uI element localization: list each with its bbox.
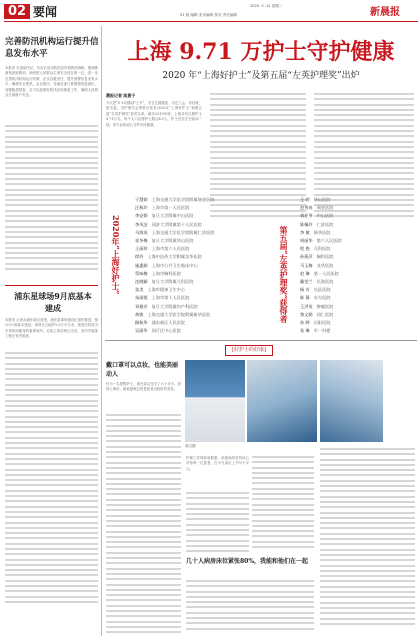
award-entry-dept: 同济大学附属第十人民医院 [151,221,202,227]
story2-title: 几十人病房床位紧张80%，我能和他们在一起 [186,558,309,565]
award-entry-name: 朱丽霞 [135,295,148,301]
award-entry [300,262,410,270]
award-entry-name: 黄敏 [135,311,144,317]
award-entry-name: 施惠娟 [135,262,148,268]
nurse-photo-3 [320,360,383,442]
award-entry-name: 徐玲 [135,254,144,260]
award-entry [135,221,255,229]
award-entry-dept: 市一妇婴 [313,328,331,334]
award-entry [135,294,255,302]
nurse-photo-2 [247,360,317,442]
award-entry-dept: 岳阳医院 [313,320,331,326]
award-entry-name: 李安娟 [135,213,148,219]
award-entry [300,286,410,294]
left-column-rule [101,26,102,636]
award-entry-name: 于慧娟 [135,197,148,202]
award-entry [300,245,410,253]
award-entry [300,212,410,220]
award-entry-name: 陈佩玲 [300,221,313,227]
award-entry-dept: 上海市胸科医院 [151,270,181,276]
main-headline: 上海 9.71 万护士守护健康 [127,39,395,65]
award-entry [135,196,255,204]
award-entry [300,303,410,311]
award-entry-name: 吴丽华 [135,328,148,334]
award-entry-name: 马玉梅 [300,262,313,268]
award-entry-dept: 龙华医院 [316,262,334,268]
left-divider [5,285,98,286]
award-entry-name: 周丽华 [300,238,313,244]
award-entry [135,253,255,261]
award-entry [300,327,410,335]
award-entry [300,270,410,278]
award-entry [135,262,255,270]
award-entry-dept: 复旦大学附属中山医院 [151,213,194,219]
award-entry-name: 孙 晔 [300,320,310,326]
award-entry-name: 陈 静 [300,295,310,301]
award-entry-name: 戴雯兰 [300,279,313,285]
story1-body: 作为一名援鄂护士，她在武汉坚守了六十多天。回到上海后，她说最难忘的是患者出院时的笑容。 [106,382,181,392]
award-entry [300,221,410,229]
award-entry-name: 赵秀英 [300,205,313,211]
award-entry [135,311,255,319]
main-intro: 今天是“5·12国际护士节”，市卫生健康委、市总工会、市妇联、团市委、市护理学会等联合发布2020年“上海好护士”和第五届“左英护理奖”获奖名单。截至2019年底，上海共有注册护士9.71万名，每千人口注册护士数达4.0人。护士们坚守在临床一线，用专业和爱心守护市民健康。 [106,101,202,127]
award-entry [135,212,255,220]
award-entry-dept: 瑞金医院 [316,205,334,211]
award-entry [300,229,410,237]
award-entry-name: 李 敏 [300,229,310,235]
page-number: 02 [7,4,27,19]
award-entry-name: 王洪英 [300,303,313,309]
award-entry [135,319,255,327]
nurse-photo-1 [185,360,245,442]
award-entry-dept: 长征医院 [313,287,331,293]
award-entry-name: 黎文娟 [300,311,313,317]
award-entry-dept: 复旦大学附属儿科医院 [151,279,194,285]
award-entry-dept: 上海市第一人民医院 [151,205,190,211]
award-entry-name: 杨 芳 [300,287,310,293]
award1-label: 2020年“上海好护士” [111,215,121,295]
award-entry-dept: 上海交通大学医学院附属新华医院 [147,311,211,317]
date-line: 2020. 5. 12 星期二 [250,4,283,8]
header-rule [4,21,418,22]
award-entry-name: 王 婷 [300,197,310,202]
award-entry-dept: 浦东新区人民医院 [151,320,186,326]
story2-intro-filler [186,492,249,556]
award-entry-dept: 中山医院 [316,213,334,219]
right-column-filler [320,448,415,628]
award-entry-name: 刘亚琴 [300,213,313,219]
awards-rule [105,340,417,341]
left-article2-body: 本报讯 记者从浦东新区获悉，浦东星球场建设正加快推进，预计9月底基本建成。该项目占地约1.5万平方米，建成后将成为市民休闲健身的重要场所。目前主体结构已完成，室内外装饰工程正有序推进。 [5,318,98,339]
award-entry-name: 沈晓颖 [135,279,148,285]
story2-filler [186,580,314,633]
award-entry-dept: 上海市第六人民医院 [151,246,190,252]
award-entry-name: 李凤芝 [135,221,148,227]
award-entry-name: 程 艳 [300,246,310,252]
subsection-label: [好护士的好康] [225,345,273,356]
award-entry-dept: 华山医院 [313,197,331,202]
award-entry-name: 王丽珍 [135,246,148,252]
award-entry [300,237,410,245]
issue-line: 01 版 编辑 美术编辑 校对 责任编辑 [180,13,238,17]
award-entry-dept: 上海市第十人民医院 [151,295,190,301]
award-entry [135,229,255,237]
story1-title: 戴口罩可以点妆，也能美丽动人 [106,362,179,378]
award-entry-name: 邓雅芳 [135,303,148,309]
left-article2-title: 浦东星球场9月底基本建成 [14,291,92,313]
award-entry-name: 孙燕萍 [300,254,313,260]
main-subheadline: 2020 年“上海好护士”及第五届“左英护理奖”出炉 [162,71,360,81]
story2-col2-filler [252,456,314,551]
story2-intro: 护理工作琐碎而繁重，但她始终坚持用心对待每一位患者，在平凡岗位上书写不平凡。 [186,456,249,471]
award-entry [300,319,410,327]
award-entry [300,196,410,204]
award2-list [300,196,410,335]
award2-label: 第五届“左英护理奖”获得者 [279,226,289,324]
award-entry-name: 赵 琳 [300,270,310,276]
left-article2-body-filler [5,352,98,606]
award-entry-dept: 复旦大学附属华山医院 [151,238,194,244]
award-entry-name: 顾秋华 [135,320,148,326]
award-entry [135,327,255,335]
award-entry-dept: 同仁医院 [316,311,334,317]
award-entry [300,204,410,212]
award-entry-name: 汪秋玲 [135,205,148,211]
award-entry [135,303,255,311]
award-entry [135,270,255,278]
award-entry-dept: 仁济医院 [316,221,334,227]
award-entry [135,286,255,294]
award-entry [300,311,410,319]
award-entry-name: 蔡咏梅 [135,270,148,276]
award-entry-dept: 上海中医药大学附属龙华医院 [147,254,202,260]
photo-caption: 周文摄 [185,444,196,448]
award-entry-dept: 儿科医院 [313,246,331,252]
award-entry-dept: 上海市公共卫生临床中心 [151,262,198,268]
award-entry-name: 马海英 [135,229,148,235]
brand-logo: 新晨报 [370,7,400,18]
award-entry-dept: 长海医院 [316,279,334,285]
award-entry-dept: 第六人民医院 [316,238,342,244]
award-entry [300,294,410,302]
section-title: 要闻 [33,5,58,19]
award-entry-dept: 胸科医院 [316,254,334,260]
award-entry [135,204,255,212]
award-entry [135,237,255,245]
award-entry-dept: 肿瘤医院 [316,303,334,309]
award-entry [135,245,255,253]
left-article-title: 完善防汛机构运行提升信息发布水平 [5,37,99,59]
award-entry-dept: 第一人民医院 [313,270,339,276]
award-entry-dept: 东方医院 [313,295,331,301]
award-entry-dept: 上海市精神卫生中心 [147,287,186,293]
story1-filler [106,414,181,636]
award-entry [300,278,410,286]
award-entry [300,253,410,261]
award-entry-name: 张冬梅 [135,238,148,244]
award-entry-dept: 闵行区中心医院 [151,328,181,334]
award-entry-name: 张 琳 [300,328,310,334]
award-entry-name: 张美 [135,287,144,293]
award1-list [135,196,255,335]
award-entry-dept: 上海交通大学医学院附属仁济医院 [151,229,215,235]
byline: 晨报记者 陈意子 [106,93,136,98]
left-article-body-filler [5,125,98,273]
award-entry-dept: 新华医院 [313,229,331,235]
award-entry-dept: 复旦大学附属妇产科医院 [151,303,198,309]
award-entry-dept: 上海交通大学医学院附属瑞金医院 [151,197,215,202]
left-article-body: 本报讯 市委副书记、代市长赴市防汛抗旱指挥部调研，强调要深刻汲取教训，始终把人民群众生命安全放在第一位，进一步完善防汛机构运行机制，压实各级责任，提升预警信息发布水平，确保安全度汛。会议指出，各地各部门要增强忧患意识，加强隐患排查，全力以赴做好防汛各项准备工作，确保人民群众生命财产安全。 [5,66,98,98]
award-entry [135,278,255,286]
